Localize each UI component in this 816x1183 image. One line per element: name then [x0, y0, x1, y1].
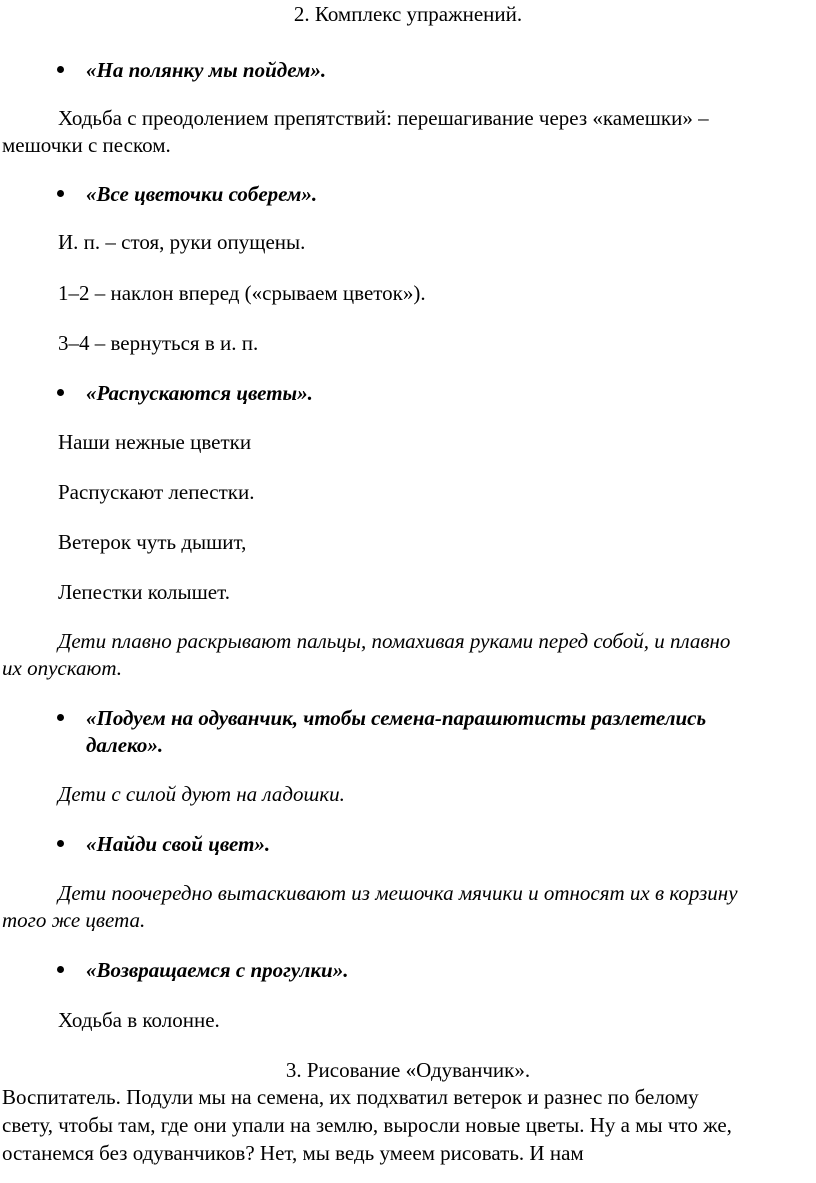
section-3-heading: 3. Рисование «Одуванчик».: [285, 1058, 531, 1082]
poem-line-2: Распускают лепестки.: [58, 480, 255, 504]
item-3-note-line-2: их опускают.: [2, 656, 122, 680]
item-3-title: «Распускаются цветы».: [86, 381, 313, 405]
poem-line-3: Ветерок чуть дышит,: [58, 530, 247, 554]
item-1-text-line-2: мешочки с песком.: [2, 133, 171, 157]
item-5-title: «Найди свой цвет».: [86, 832, 271, 856]
bullet-icon: [57, 966, 64, 973]
bullet-icon: [57, 714, 64, 721]
bullet-icon: [57, 389, 64, 396]
section-3-line-2: свету, чтобы там, где они упали на землю, выросли новые цветы. Ну а мы что же,: [2, 1113, 732, 1137]
item-5-note-line-1: Дети поочередно вытаскивают из мешочка мячики и относят их в корзину: [58, 881, 738, 905]
section-2-heading: 2. Комплекс упражнений.: [293, 2, 523, 26]
item-3-note-line-1: Дети плавно раскрывают пальцы, помахивая руками перед собой, и плавно: [58, 629, 731, 653]
bullet-icon: [57, 840, 64, 847]
item-1-title: «На полянку мы пойдем».: [86, 58, 327, 82]
item-2-title: «Все цветочки соберем».: [86, 182, 318, 206]
item-2-step-1: 1–2 – наклон вперед («срываем цветок»).: [58, 281, 426, 305]
section-3-line-3: останемся без одуванчиков? Нет, мы ведь умеем рисовать. И нам: [2, 1141, 584, 1165]
item-2-step-2: 3–4 – вернуться в и. п.: [58, 331, 259, 355]
item-6-title: «Возвращаемся с прогулки».: [86, 958, 349, 982]
bullet-icon: [57, 190, 64, 197]
item-4-note: Дети с силой дуют на ладошки.: [58, 782, 345, 806]
item-6-text: Ходьба в колонне.: [58, 1008, 220, 1032]
item-5-note-line-2: того же цвета.: [2, 908, 146, 932]
item-2-step-0: И. п. – стоя, руки опущены.: [58, 230, 306, 254]
item-4-title-line-2: далеко».: [86, 733, 164, 757]
section-3-line-1: Воспитатель. Подули мы на семена, их подхватил ветерок и разнес по белому: [2, 1085, 699, 1109]
poem-line-4: Лепестки колышет.: [58, 580, 230, 604]
item-4-title-line-1: «Подуем на одуванчик, чтобы семена-парашютисты разлетелись: [86, 706, 707, 730]
bullet-icon: [57, 66, 64, 73]
item-1-text-line-1: Ходьба с преодолением препятствий: перешагивание через «камешки» –: [58, 106, 709, 130]
poem-line-1: Наши нежные цветки: [58, 430, 252, 454]
